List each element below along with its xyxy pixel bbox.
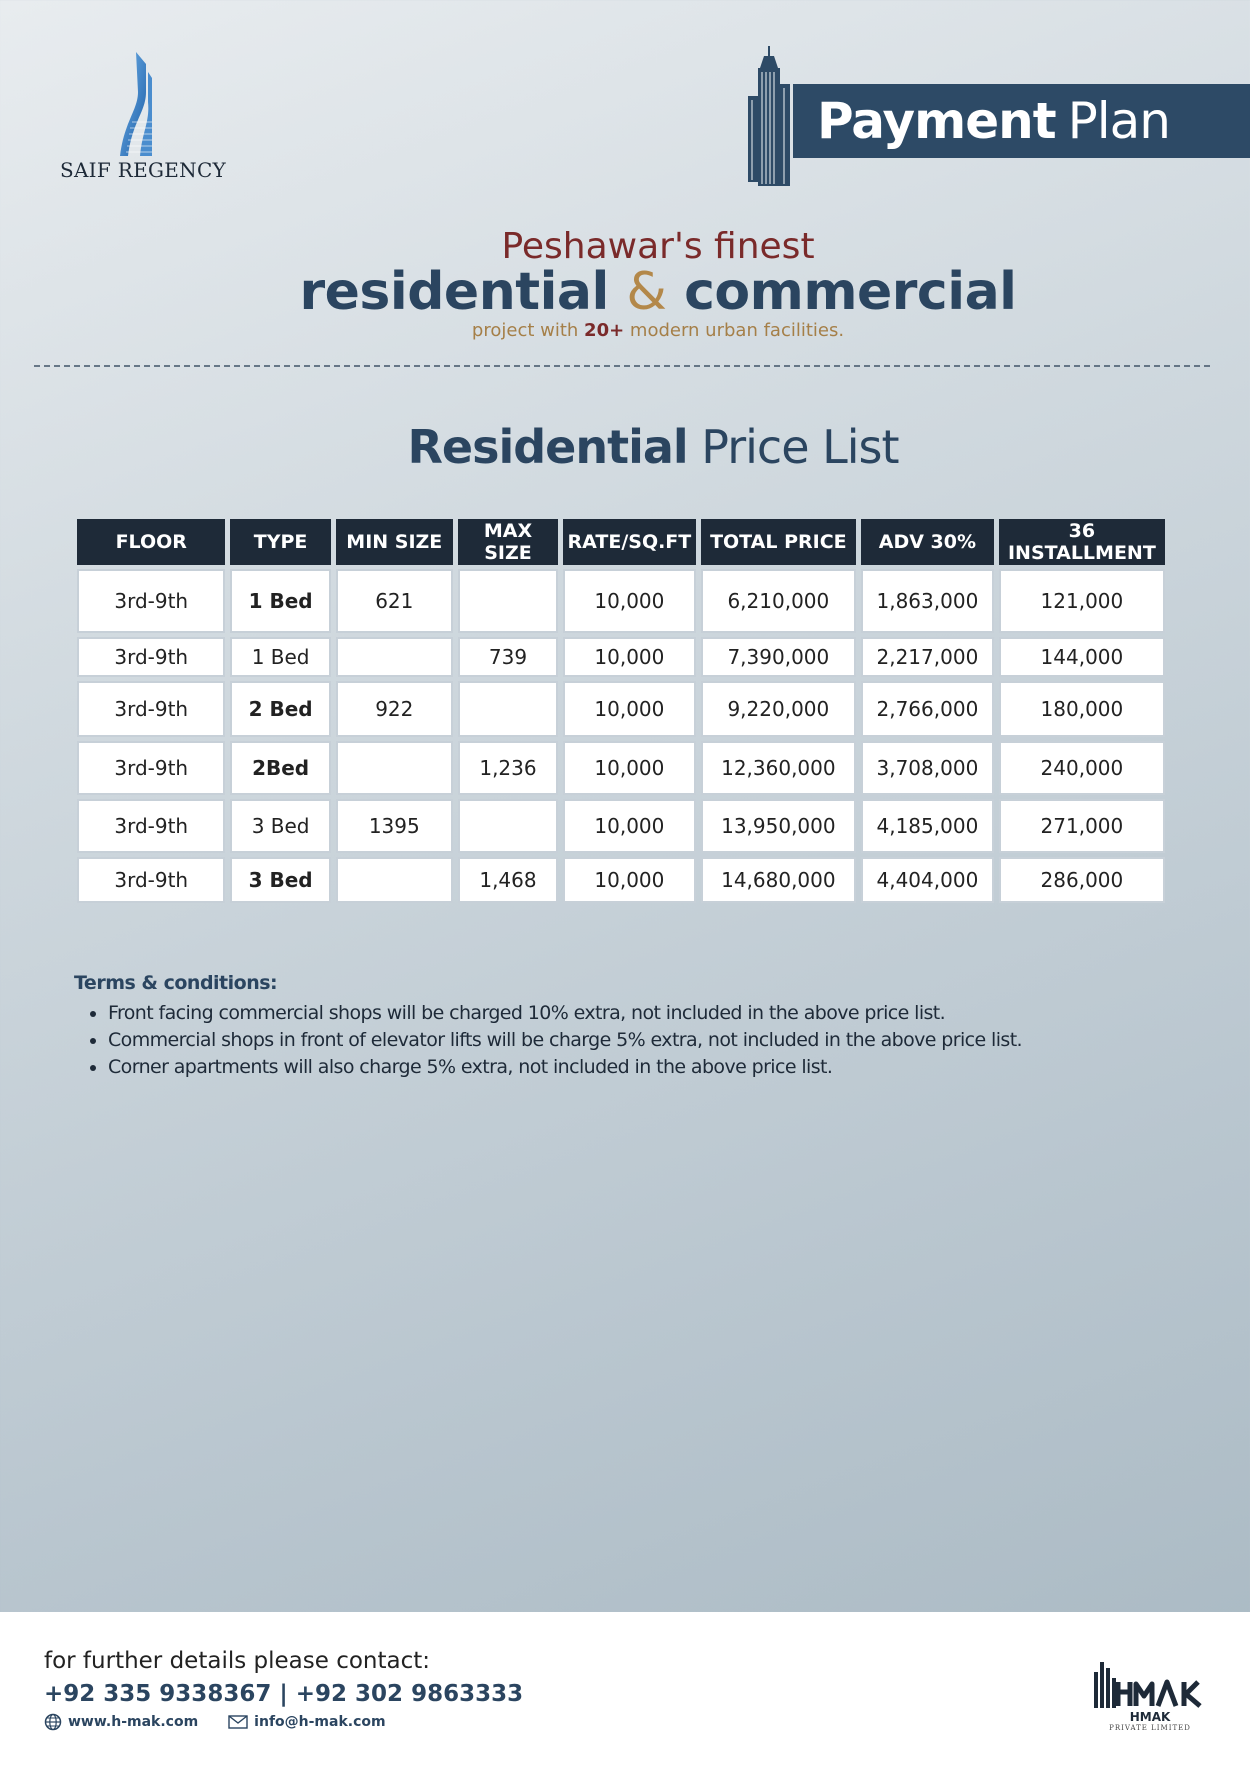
website-link[interactable]: [44, 1713, 198, 1731]
cell-installment: 144,000: [999, 637, 1165, 677]
cell-advance: 4,185,000: [861, 799, 994, 853]
cell-type: 2 Bed: [230, 681, 330, 737]
section-divider: [34, 365, 1210, 367]
email-link[interactable]: [228, 1714, 385, 1730]
brand-name: SAIF REGENCY: [59, 158, 227, 182]
cell-floor: 3rd-9th: [77, 799, 225, 853]
cell-type: 2Bed: [230, 741, 330, 795]
cell-floor: 3rd-9th: [77, 681, 225, 737]
cell-min-size: [336, 857, 453, 903]
table-row: [77, 637, 1165, 677]
col-header-floor: FLOOR: [77, 519, 225, 565]
cell-total-price: 13,950,000: [701, 799, 856, 853]
cell-max-size: 1,236: [458, 741, 558, 795]
mail-icon: [228, 1714, 248, 1730]
cell-floor: 3rd-9th: [77, 637, 225, 677]
cell-min-size: [336, 741, 453, 795]
cell-rate: 10,000: [563, 681, 696, 737]
cell-min-size: [336, 637, 453, 677]
website-text: www.h-mak.com: [68, 1714, 199, 1730]
hmak-subtitle: PRIVATE LIMITED: [1109, 1724, 1191, 1732]
cell-total-price: 7,390,000: [701, 637, 856, 677]
tagline-headline: [0, 262, 1250, 322]
table-row: [77, 799, 1165, 853]
cell-type: 3 Bed: [230, 857, 330, 903]
cell-total-price: 12,360,000: [701, 741, 856, 795]
cell-rate: 10,000: [563, 637, 696, 677]
tagline-line3-pre: project with: [471, 320, 579, 341]
terms-item: • Front facing commercial shops will be charged 10% extra, not included in the above price list.: [108, 1000, 1174, 1027]
cell-max-size: 1,468: [458, 857, 558, 903]
cell-type: 3 Bed: [230, 799, 330, 853]
banner-title-light: Plan: [1067, 92, 1170, 150]
table-row: [77, 569, 1165, 633]
tagline-line1: Peshawar's finest: [501, 226, 815, 267]
cell-total-price: 6,210,000: [701, 569, 856, 633]
cell-rate: 10,000: [563, 569, 696, 633]
hmak-logo-icon: [1088, 1658, 1212, 1710]
col-header-advance: ADV 30%: [861, 519, 994, 565]
globe-icon: [44, 1713, 62, 1731]
terms-title: Terms & conditions:: [74, 972, 278, 994]
cell-max-size: [458, 799, 558, 853]
phone-1-link[interactable]: +92 335 9338367: [44, 1681, 272, 1707]
section-title: [0, 420, 1250, 474]
contact-lead: for further details please contact:: [44, 1648, 431, 1674]
cell-rate: 10,000: [563, 799, 696, 853]
payment-plan-banner: [793, 84, 1250, 158]
table-header-row: [77, 519, 1165, 565]
section-title-light: Price List: [701, 420, 899, 474]
col-header-installment: 36 INSTALLMENT: [999, 519, 1165, 565]
phone-numbers: [44, 1681, 523, 1707]
tagline-ampersand: &: [626, 262, 667, 322]
cell-advance: 2,766,000: [861, 681, 994, 737]
cell-max-size: 739: [458, 637, 558, 677]
col-header-rate: RATE/SQ.FT: [563, 519, 696, 565]
cell-advance: 4,404,000: [861, 857, 994, 903]
cell-max-size: [458, 681, 558, 737]
banner-title-bold: Payment: [817, 92, 1056, 150]
col-header-type: TYPE: [230, 519, 330, 565]
cell-min-size: 922: [336, 681, 453, 737]
cell-installment: 180,000: [999, 681, 1165, 737]
cell-installment: 271,000: [999, 799, 1165, 853]
cell-floor: 3rd-9th: [77, 741, 225, 795]
hmak-name: HMAK: [1129, 1710, 1171, 1724]
building-icon: [744, 46, 794, 186]
cell-max-size: [458, 569, 558, 633]
col-header-max-size: MAX SIZE: [458, 519, 558, 565]
cell-type: 1 Bed: [230, 637, 330, 677]
phone-separator: |: [279, 1681, 288, 1707]
cell-rate: 10,000: [563, 857, 696, 903]
terms-item: • Corner apartments will also charge 5% extra, not included in the above price list.: [108, 1054, 1174, 1081]
section-title-bold: Residential: [407, 420, 688, 474]
cell-installment: 121,000: [999, 569, 1165, 633]
table-row: [77, 857, 1165, 903]
cell-advance: 2,217,000: [861, 637, 994, 677]
col-header-total-price: TOTAL PRICE: [701, 519, 856, 565]
cell-installment: 286,000: [999, 857, 1165, 903]
table-row: [77, 741, 1165, 795]
cell-total-price: 9,220,000: [701, 681, 856, 737]
tower-logo-icon: [118, 52, 170, 156]
cell-advance: 1,863,000: [861, 569, 994, 633]
hmak-logo: [1088, 1658, 1212, 1738]
cell-type: 1 Bed: [230, 569, 330, 633]
cell-floor: 3rd-9th: [77, 569, 225, 633]
cell-installment: 240,000: [999, 741, 1165, 795]
tagline-word-residential: residential: [299, 262, 609, 322]
tagline-line3-post: modern urban facilities.: [629, 320, 845, 341]
email-text: info@h-mak.com: [254, 1714, 386, 1730]
saif-regency-logo: [58, 52, 228, 182]
cell-total-price: 14,680,000: [701, 857, 856, 903]
terms-item: • Commercial shops in front of elevator lifts will be charge 5% extra, not included in the above price list.: [108, 1027, 1174, 1054]
col-header-min-size: MIN SIZE: [336, 519, 453, 565]
cell-min-size: 621: [336, 569, 453, 633]
phone-2-link[interactable]: +92 302 9863333: [295, 1681, 524, 1707]
cell-rate: 10,000: [563, 741, 696, 795]
tagline-word-commercial: commercial: [684, 262, 1017, 322]
cell-min-size: 1395: [336, 799, 453, 853]
tagline-line3-num: 20+: [584, 320, 625, 341]
cell-advance: 3,708,000: [861, 741, 994, 795]
table-row: [77, 681, 1165, 737]
terms-list: [74, 1000, 1174, 1081]
terms-section: [74, 972, 1174, 1081]
web-contact-row: [44, 1713, 416, 1731]
cell-floor: 3rd-9th: [77, 857, 225, 903]
price-table: [72, 515, 1170, 907]
tagline-line3: [0, 320, 1250, 341]
